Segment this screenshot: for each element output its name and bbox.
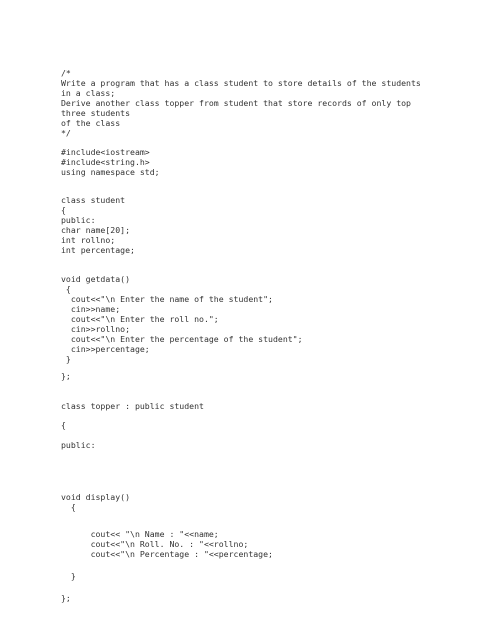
code-line-22: cin>>rollno;: [61, 324, 131, 334]
code-line-31: {: [61, 502, 76, 512]
code-line-34: cout<<"\n Percentage : "<<percentage;: [61, 549, 273, 559]
code-line-17: void getdata(): [61, 274, 131, 284]
code-line-9: #include<string.h>: [61, 157, 150, 167]
code-line-10: using namespace std;: [61, 167, 160, 177]
code-line-32: cout<< "\n Name : "<<name;: [61, 529, 219, 539]
code-line-16: int percentage;: [61, 245, 135, 255]
code-line-11: class student: [61, 195, 126, 205]
code-line-24: cin>>percentage;: [61, 344, 150, 354]
code-line-21: cout<<"\n Enter the roll no.";: [61, 314, 219, 324]
code-line-5: three students: [61, 108, 131, 118]
code-line-23: cout<<"\n Enter the percentage of the student";: [61, 334, 303, 344]
code-line-3: in a class;: [61, 88, 116, 98]
code-line-2: Write a program that has a class student to store details of the students: [61, 78, 421, 88]
code-line-20: cin>>name;: [61, 304, 121, 314]
code-line-6: of the class: [61, 118, 121, 128]
code-line-8: #include<iostream>: [61, 147, 150, 157]
code-line-19: cout<<"\n Enter the name of the student";: [61, 294, 273, 304]
code-line-25: }: [61, 354, 71, 364]
code-line-33: cout<<"\n Roll. No. : "<<rollno;: [61, 539, 249, 549]
code-line-15: int rollno;: [61, 235, 116, 245]
code-line-28: {: [61, 420, 66, 430]
code-line-29: public:: [61, 440, 96, 450]
code-line-36: };: [61, 593, 71, 603]
code-line-18: {: [61, 284, 71, 294]
code-line-27: class topper : public student: [61, 401, 204, 411]
code-line-1: /*: [61, 68, 71, 78]
code-line-7: */: [61, 128, 71, 138]
code-line-35: }: [61, 571, 76, 581]
code-line-4: Derive another class topper from student that store records of only top: [61, 98, 411, 108]
code-line-26: };: [61, 371, 71, 381]
code-line-30: void display(): [61, 492, 131, 502]
code-line-14: char name[20];: [61, 225, 131, 235]
code-line-13: public:: [61, 215, 96, 225]
code-line-12: {: [61, 205, 66, 215]
